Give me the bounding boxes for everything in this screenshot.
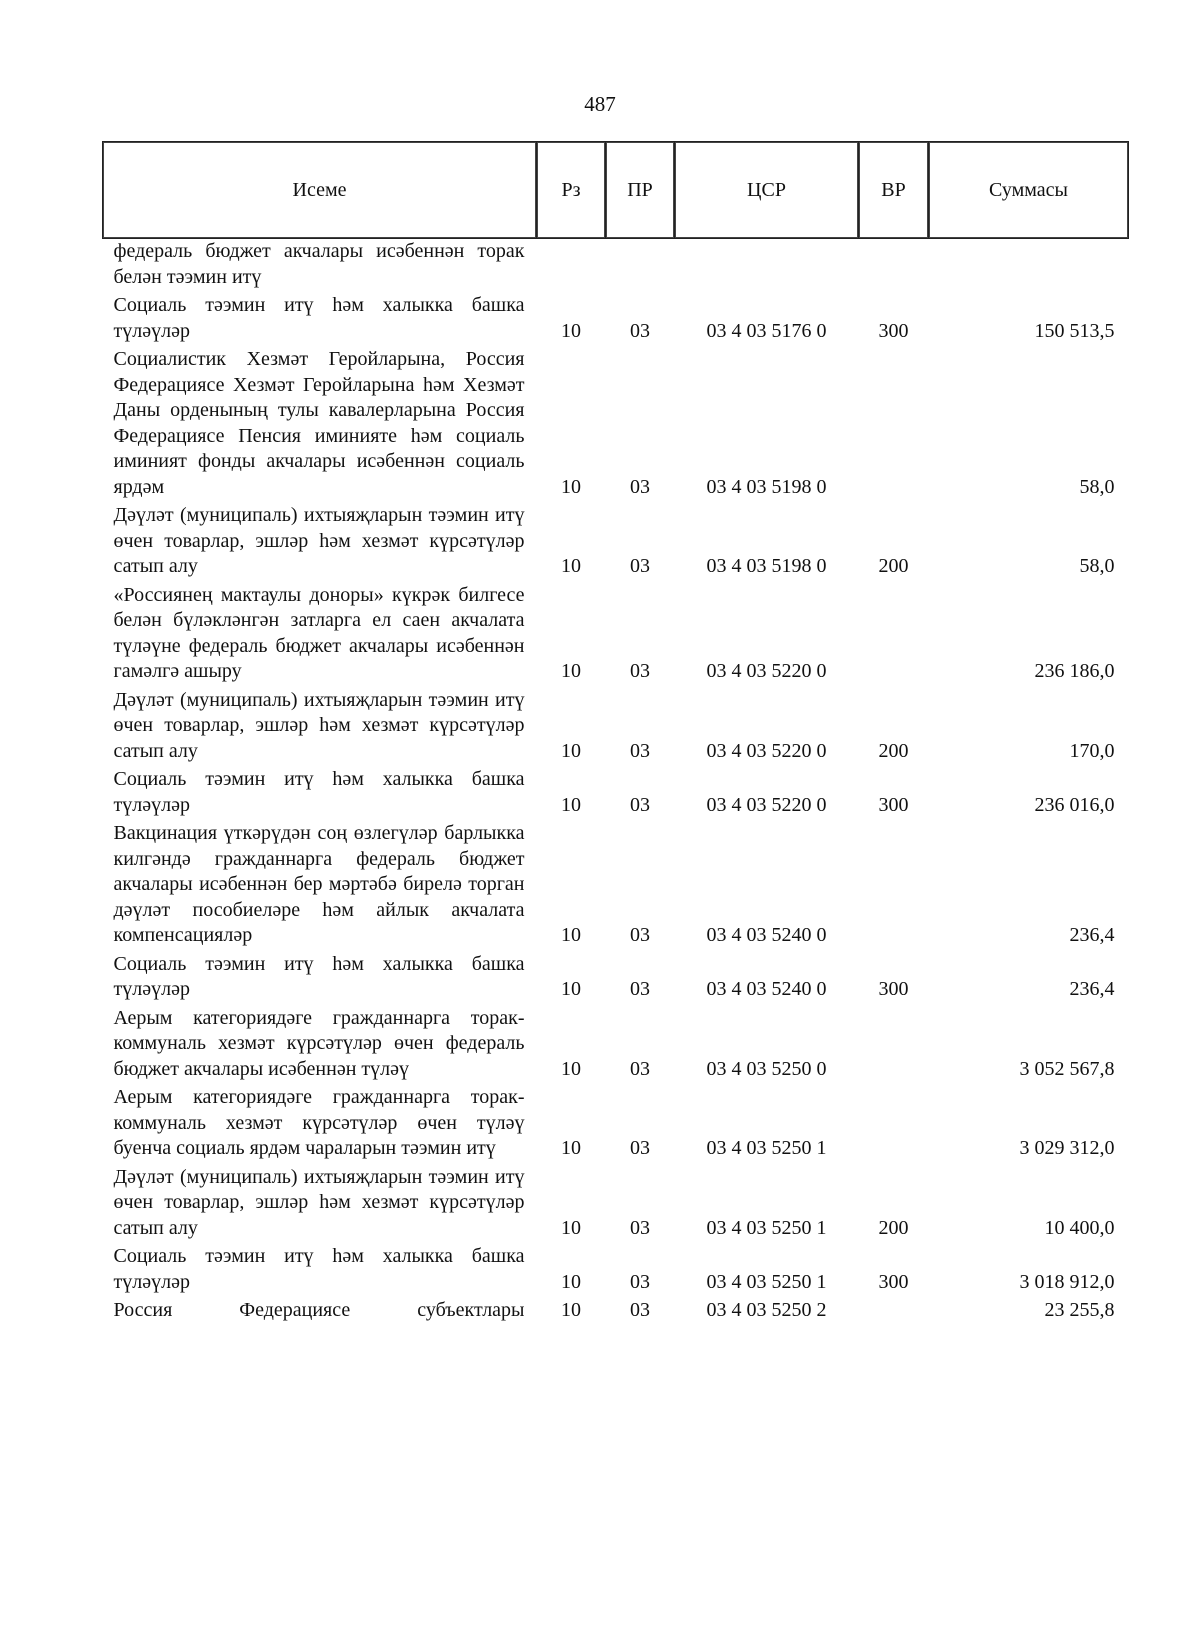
cell-csr: 03 4 03 5220 0 [706, 739, 827, 762]
cell-pr: 03 [630, 475, 650, 498]
cell-pr: 03 [630, 739, 650, 762]
cell-vr [859, 1003, 929, 1083]
cell-csr: 03 4 03 5198 0 [706, 475, 827, 498]
cell-rz: 10 [561, 1299, 581, 1321]
cell-pr: 03 [630, 924, 650, 946]
cell-sum: 58,0 [1079, 475, 1115, 498]
cell-name: федераль бюджет акчалары исәбеннән торак белән тәэмин итү [113, 240, 525, 288]
cell-csr: 03 4 03 5250 1 [706, 1216, 827, 1239]
cell-name: Аерым категориядәге гражданнарга торак-коммуналь хезмәт күрсәтүләр өчен түләү буенча социаль ярдәм чараларын тәэмин итү [113, 1086, 525, 1159]
cell-csr: 03 4 03 5240 0 [706, 924, 827, 946]
cell-vr [859, 1295, 929, 1324]
cell-pr [606, 239, 675, 291]
header-csr: ЦСР [675, 142, 859, 239]
cell-rz: 10 [561, 739, 581, 762]
cell-pr: 03 [630, 319, 650, 342]
cell-csr: 03 4 03 5250 1 [706, 1270, 827, 1293]
cell-sum: 236,4 [1069, 978, 1115, 1000]
cell-name: Социаль тәэмин итү һәм халыкка башка түләүләр [113, 1245, 525, 1293]
cell-name: Дәүләт (муниципаль) ихтыяҗларын тәэмин итү өчен товарлар, эшләр һәм хезмәт күрсәтүләр сатып алу [113, 688, 525, 762]
cell-vr: 300 [878, 978, 909, 1000]
cell-rz: 10 [561, 1137, 581, 1159]
cell-rz: 10 [561, 475, 581, 498]
cell-sum: 236 186,0 [1034, 660, 1115, 682]
cell-vr [859, 239, 929, 291]
cell-sum: 23 255,8 [1044, 1299, 1115, 1321]
cell-vr [859, 580, 929, 685]
cell-name: Вакцинация үткәрүдән соң өзлегүләр барлыкка килгәндә гражданнарга федераль бюджет акчалары исәбеннән бер мәртәбә бирелә торган дәүләт пособиеләре һәм айлык акчалата компенсацияләр [113, 822, 525, 946]
cell-vr: 300 [878, 319, 909, 342]
cell-vr: 200 [878, 555, 909, 577]
table-body [103, 239, 1129, 1324]
table-row [103, 1082, 1129, 1162]
budget-table [102, 141, 1129, 1324]
cell-pr: 03 [630, 1299, 650, 1321]
cell-csr: 03 4 03 5250 2 [706, 1299, 827, 1321]
cell-vr: 200 [878, 739, 909, 762]
header-name: Исеме [103, 142, 537, 239]
cell-sum: 3 029 312,0 [1019, 1137, 1115, 1159]
cell-name: Аерым категориядәге гражданнарга торак-коммуналь хезмәт күрсәтүләр өчен федераль бюджет акчалары исәбеннән түләү [113, 1006, 525, 1080]
cell-pr: 03 [630, 660, 650, 682]
cell-rz: 10 [561, 1216, 581, 1239]
header-sum: Суммасы [929, 142, 1129, 239]
table-row [103, 344, 1129, 500]
cell-vr [859, 818, 929, 949]
cell-csr [675, 239, 859, 291]
cell-sum: 3 018 912,0 [1019, 1270, 1115, 1293]
cell-sum: 3 052 567,8 [1019, 1057, 1115, 1080]
table-row [103, 764, 1129, 818]
cell-rz: 10 [561, 978, 581, 1000]
table-row [103, 1295, 1129, 1324]
header-rz: Рз [537, 142, 606, 239]
table-row [103, 685, 1129, 765]
cell-vr [859, 344, 929, 500]
cell-rz: 10 [561, 660, 581, 682]
cell-rz: 10 [561, 1270, 581, 1293]
cell-csr: 03 4 03 5250 1 [706, 1137, 827, 1159]
header-vr: ВР [859, 142, 929, 239]
cell-csr: 03 4 03 5176 0 [706, 319, 827, 342]
cell-pr: 03 [630, 1137, 650, 1159]
cell-vr: 200 [878, 1216, 909, 1239]
cell-vr: 300 [878, 1270, 909, 1293]
cell-pr: 03 [630, 793, 650, 816]
table-row [103, 239, 1129, 291]
cell-csr: 03 4 03 5240 0 [706, 978, 827, 1000]
table-row [103, 290, 1129, 344]
cell-sum: 58,0 [1079, 555, 1115, 577]
table-row [103, 1162, 1129, 1242]
table-row [103, 949, 1129, 1003]
table-row [103, 580, 1129, 685]
cell-sum: 170,0 [1069, 739, 1115, 762]
table-header [103, 142, 1129, 239]
cell-pr: 03 [630, 1057, 650, 1080]
cell-name: Социаль тәэмин итү һәм халыкка башка түләүләр [113, 294, 525, 342]
cell-csr: 03 4 03 5220 0 [706, 793, 827, 816]
cell-name: Социаль тәэмин итү һәм халыкка башка түләүләр [113, 768, 525, 816]
cell-pr: 03 [630, 555, 650, 577]
cell-rz: 10 [561, 319, 581, 342]
cell-rz: 10 [561, 555, 581, 577]
cell-pr: 03 [630, 1216, 650, 1239]
cell-csr: 03 4 03 5198 0 [706, 555, 827, 577]
cell-name: «Россиянең мактаулы доноры» күкрәк билгесе белән бүләкләнгән затларга ел саен акчалата түләүне федераль бюджет акчалары исәбеннән гамәлгә ашыру [113, 583, 525, 682]
page-number: 487 [584, 92, 616, 116]
cell-name: Дәүләт (муниципаль) ихтыяҗларын тәэмин итү өчен товарлар, эшләр һәм хезмәт күрсәтүләр сатып алу [113, 504, 525, 577]
cell-rz: 10 [561, 1057, 581, 1080]
cell-sum [929, 239, 1129, 291]
cell-sum: 10 400,0 [1044, 1216, 1115, 1239]
header-pr: ПР [606, 142, 675, 239]
cell-name: Дәүләт (муниципаль) ихтыяҗларын тәэмин итү өчен товарлар, эшләр һәм хезмәт күрсәтүләр сатып алу [113, 1165, 525, 1239]
cell-vr [859, 1082, 929, 1162]
cell-vr: 300 [878, 793, 909, 816]
cell-sum: 236,4 [1069, 924, 1115, 946]
cell-rz: 10 [561, 924, 581, 946]
cell-sum: 150 513,5 [1034, 319, 1115, 342]
table-row [103, 1003, 1129, 1083]
cell-name: Социаль тәэмин итү һәм халыкка башка түләүләр [113, 952, 525, 1000]
table-row [103, 1241, 1129, 1295]
cell-rz: 10 [561, 793, 581, 816]
cell-csr: 03 4 03 5250 0 [706, 1057, 827, 1080]
table-row [103, 818, 1129, 949]
cell-rz [537, 239, 606, 291]
cell-pr: 03 [630, 978, 650, 1000]
cell-name: Россия Федерациясе субъектлары [113, 1299, 525, 1321]
cell-csr: 03 4 03 5220 0 [706, 660, 827, 682]
cell-name: Социалистик Хезмәт Геройларына, Россия Федерациясе Хезмәт Геройларына һәм Хезмәт Даны орденының тулы кавалерларына Россия Федерациясе Пенсия иминияте һәм социаль иминият фонды акчалары исәбеннән социаль ярдәм [113, 348, 525, 498]
cell-pr: 03 [630, 1270, 650, 1293]
cell-sum: 236 016,0 [1034, 793, 1115, 816]
table-row [103, 500, 1129, 580]
